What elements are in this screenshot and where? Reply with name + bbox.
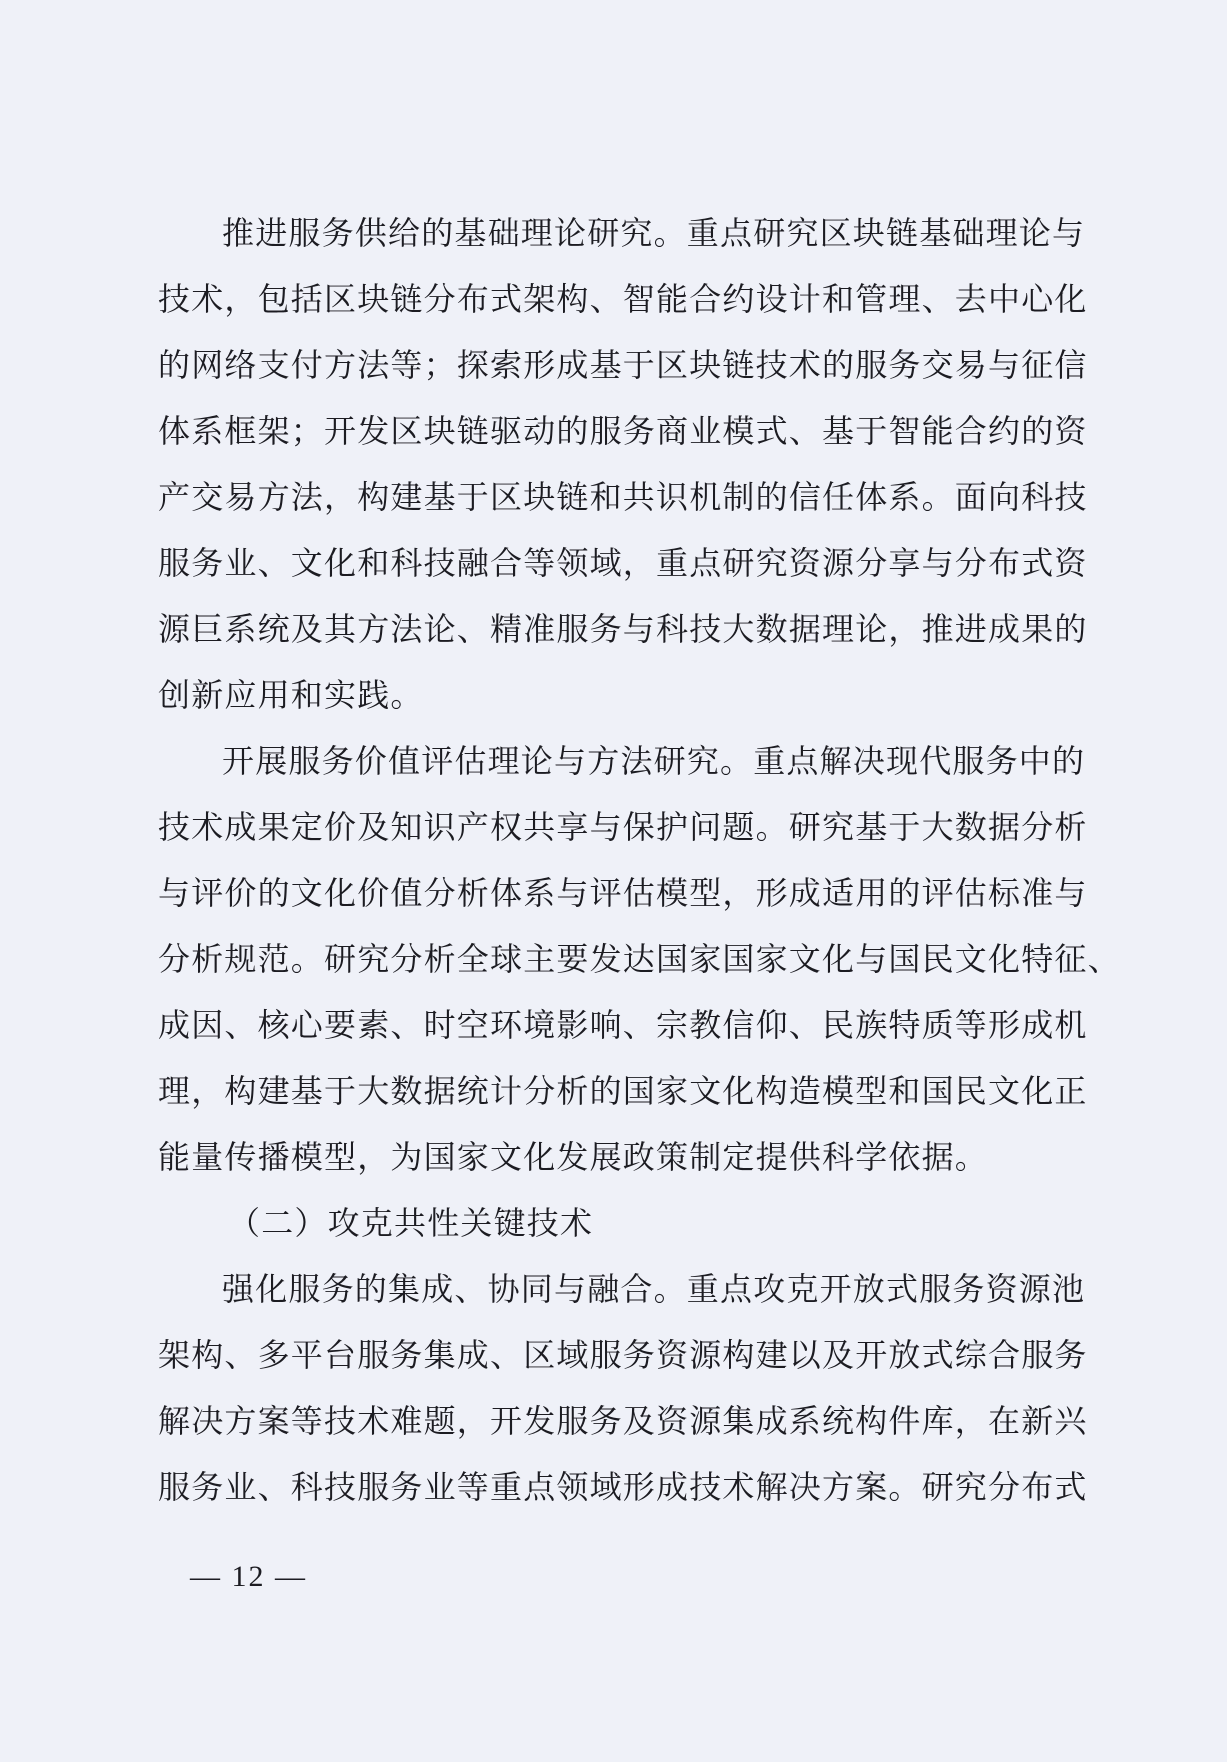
text-line: 成因、核心要素、时空环境影响、宗教信仰、民族特质等形成机 [158,1006,1088,1044]
text-line: 服务业、科技服务业等重点领域形成技术解决方案。研究分布式 [158,1468,1088,1506]
text-line: 创新应用和实践。 [158,676,424,714]
text-line: 能量传播模型，为国家文化发展政策制定提供科学依据。 [158,1138,989,1176]
text-line: 推进服务供给的基础理论研究。重点研究区块链基础理论与 [222,214,1086,252]
text-line: 服务业、文化和科技融合等领域，重点研究资源分享与分布式资 [158,544,1088,582]
text-line: 产交易方法，构建基于区块链和共识机制的信任体系。面向科技 [158,478,1088,516]
text-line: 强化服务的集成、协同与融合。重点攻克开放式服务资源池 [222,1270,1086,1308]
text-line: 与评价的文化价值分析体系与评估模型，形成适用的评估标准与 [158,874,1088,912]
text-line: 的网络支付方法等；探索形成基于区块链技术的服务交易与征信 [158,346,1088,384]
section-heading: （二）攻克共性关键技术 [228,1204,594,1242]
text-line: 技术，包括区块链分布式架构、智能合约设计和管理、去中心化 [158,280,1088,318]
text-line: 开展服务价值评估理论与方法研究。重点解决现代服务中的 [222,742,1086,780]
text-line: 分析规范。研究分析全球主要发达国家国家文化与国民文化特征、 [158,940,1121,978]
text-line: 源巨系统及其方法论、精准服务与科技大数据理论，推进成果的 [158,610,1088,648]
text-line: 架构、多平台服务集成、区域服务资源构建以及开放式综合服务 [158,1336,1088,1374]
text-line: 解决方案等技术难题，开发服务及资源集成系统构件库，在新兴 [158,1402,1088,1440]
document-body [158,200,1121,1520]
text-line: 体系框架；开发区块链驱动的服务商业模式、基于智能合约的资 [158,412,1088,450]
text-line: 理，构建基于大数据统计分析的国家文化构造模型和国民文化正 [158,1072,1088,1110]
page-number: — 12 — [190,1560,307,1593]
text-line: 技术成果定价及知识产权共享与保护问题。研究基于大数据分析 [158,808,1088,846]
